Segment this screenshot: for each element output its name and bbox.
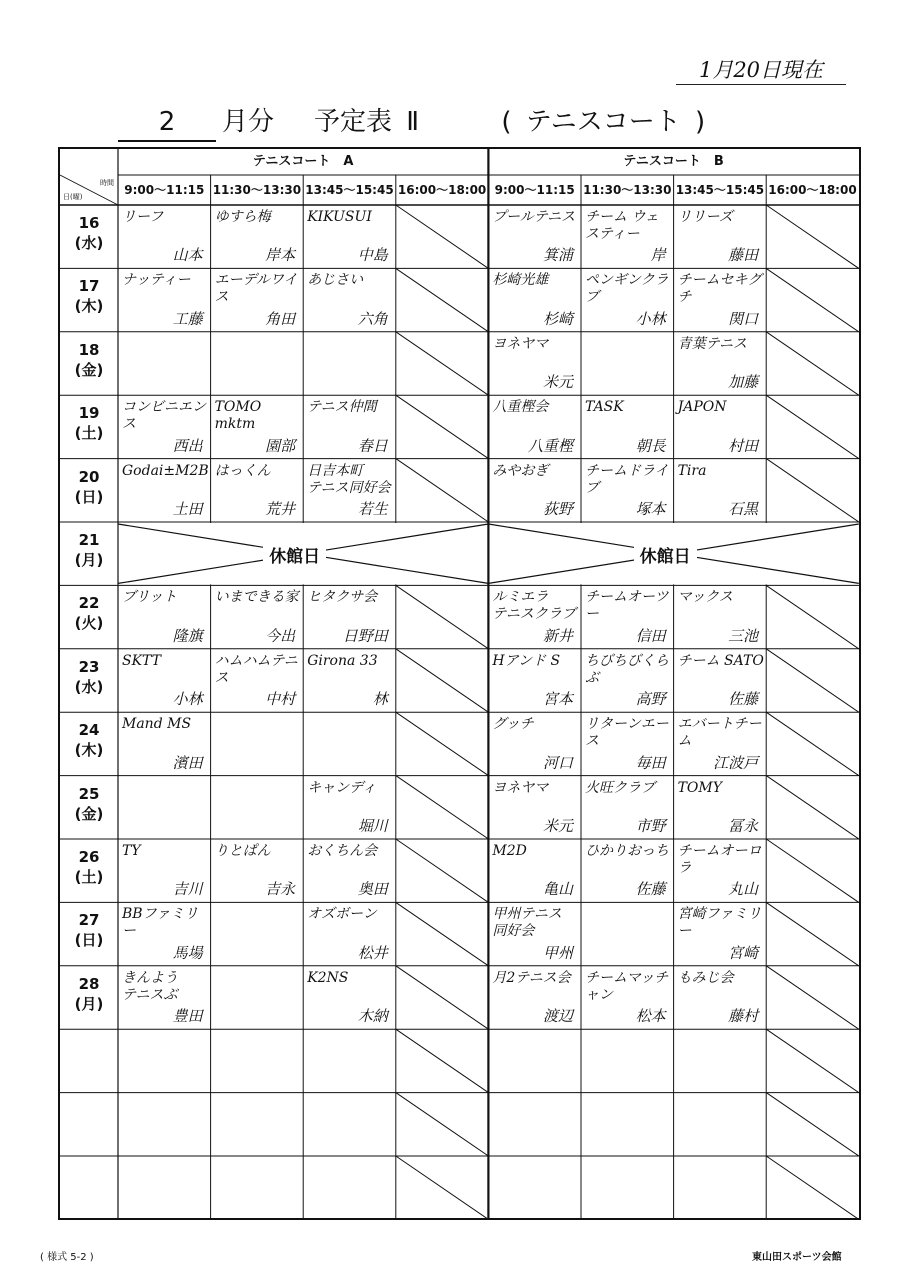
team-name: SKTT — [122, 652, 161, 669]
team-name: グッチ — [492, 716, 534, 733]
team-name: 青葉テニス — [677, 335, 748, 352]
reservation-cell — [488, 395, 581, 458]
title-paren-open: ( — [501, 107, 512, 137]
representative-name: 杉崎 — [542, 309, 573, 328]
reservation-cell — [118, 902, 211, 965]
reservation-cell — [488, 966, 581, 1029]
date-number: 24 — [78, 721, 100, 740]
reservation-cell — [674, 205, 767, 268]
representative-name: 吉永 — [265, 880, 296, 899]
reservation-cell — [211, 205, 304, 268]
representative-name: 馬場 — [172, 943, 203, 962]
team-name: ハムハムテニス — [214, 652, 298, 686]
team-name: 日吉本町 テニス同好会 — [307, 462, 391, 496]
representative-name: 朝長 — [635, 436, 666, 455]
representative-name: 堀川 — [357, 816, 388, 835]
representative-name: 岸本 — [265, 246, 296, 265]
date-cell — [60, 902, 118, 965]
reservation-cell — [581, 459, 674, 522]
reservation-cell — [303, 712, 396, 775]
representative-name: 宮本 — [542, 690, 573, 709]
team-name: チームセキグチ — [677, 272, 762, 306]
team-name: ヒタクサ会 — [307, 589, 378, 606]
reservation-cell — [118, 776, 211, 839]
reservation-cell — [674, 585, 767, 648]
date-number: 25 — [78, 784, 100, 803]
representative-name: 信田 — [635, 626, 666, 645]
reservation-cell — [581, 268, 674, 331]
reservation-cell — [118, 459, 211, 522]
team-name: ヨネヤマ — [492, 335, 549, 352]
unavailable-diagonal — [766, 966, 859, 1029]
form-number: ( 様式 5-2 ) — [40, 1252, 94, 1263]
reservation-cell — [581, 712, 674, 775]
reservation-cell — [581, 902, 674, 965]
representative-name: 荒井 — [265, 499, 296, 518]
weekday-label: (土) — [74, 424, 104, 443]
team-name: チームオーロラ — [677, 843, 762, 876]
date-cell — [60, 712, 118, 775]
team-name: チーム ウェスティー — [585, 209, 659, 242]
representative-name: 小林 — [635, 309, 666, 328]
weekday-label: (木) — [74, 297, 104, 316]
time-slot-header: 9:00～11:15 — [494, 183, 575, 197]
unavailable-diagonal — [396, 1156, 489, 1218]
reservation-cell — [118, 205, 211, 268]
title-number: Ⅱ — [406, 107, 420, 137]
reservation-cell — [674, 268, 767, 331]
representative-name: 佐藤 — [635, 880, 666, 899]
representative-name: 松本 — [635, 1007, 666, 1026]
team-name: はっくん — [214, 462, 271, 479]
team-name: いまできる家 — [214, 589, 299, 606]
reservation-cell — [211, 966, 304, 1029]
date-cell — [60, 966, 118, 1029]
team-name: 月2テニス会 — [492, 969, 571, 986]
unavailable-diagonal — [396, 966, 489, 1029]
date-number: 21 — [78, 531, 100, 549]
representative-name: 今出 — [265, 626, 296, 645]
representative-name: 荻野 — [542, 499, 573, 518]
date-cell — [60, 459, 118, 522]
weekday-label: (日) — [74, 931, 104, 950]
representative-name: 宮崎 — [728, 943, 759, 962]
team-name: 甲州テニス 同好会 — [492, 906, 562, 940]
unavailable-diagonal — [766, 332, 859, 395]
team-name: ペンギンクラブ — [585, 272, 669, 306]
representative-name: 村田 — [728, 436, 759, 455]
team-name: ヨネヤマ — [492, 779, 549, 796]
weekday-label: (金) — [74, 804, 104, 823]
representative-name: 関口 — [728, 309, 759, 328]
team-name: チーム SATO — [677, 652, 764, 669]
team-name: ひかりおっち — [585, 843, 669, 859]
representative-name: 箕浦 — [542, 246, 573, 265]
weekday-label: (水) — [74, 677, 104, 696]
date-number: 18 — [78, 340, 100, 359]
representative-name: 亀山 — [542, 880, 573, 899]
closed-day-label: 休館日 — [634, 542, 697, 567]
reservation-cell — [303, 902, 396, 965]
reservation-cell — [488, 268, 581, 331]
representative-name: 若生 — [357, 499, 388, 518]
reservation-cell — [488, 459, 581, 522]
time-slot-header: 16:00～18:00 — [397, 183, 487, 197]
representative-name: 江波戸 — [713, 753, 759, 772]
reservation-cell — [118, 332, 211, 395]
team-name: キャンディ — [307, 779, 377, 796]
team-name: おくちん会 — [307, 843, 378, 859]
representative-name: 藤田 — [728, 246, 759, 265]
unavailable-diagonal — [766, 1156, 859, 1218]
team-name: TOMO mktm — [214, 399, 262, 433]
weekday-label: (木) — [74, 741, 104, 760]
team-name: ブリット — [122, 589, 177, 606]
date-cell — [60, 205, 118, 268]
reservation-cell — [303, 839, 396, 902]
date-number: 20 — [78, 467, 100, 486]
reservation-cell — [211, 332, 304, 395]
team-name: りとぱん — [214, 843, 271, 859]
reservation-cell — [674, 839, 767, 902]
representative-name: 角田 — [265, 309, 296, 328]
team-name: リーフ — [122, 209, 164, 225]
reservation-cell — [211, 839, 304, 902]
representative-name: 土田 — [172, 499, 203, 518]
representative-name: 岸 — [650, 246, 666, 265]
unavailable-diagonal — [396, 332, 489, 395]
reservation-cell — [303, 585, 396, 648]
representative-name: 甲州 — [542, 943, 573, 962]
court-header: テニスコート B — [623, 154, 724, 169]
team-name: リターンエース — [585, 716, 669, 750]
representative-name: 加藤 — [728, 373, 759, 392]
reservation-cell — [303, 332, 396, 395]
representative-name: 河口 — [542, 753, 573, 772]
representative-name: 日野田 — [342, 626, 388, 645]
reservation-cell — [488, 205, 581, 268]
unavailable-diagonal — [396, 205, 489, 268]
weekday-label: (水) — [74, 234, 104, 252]
unavailable-diagonal — [396, 268, 489, 331]
time-slot-header: 11:30～13:30 — [583, 183, 672, 197]
representative-name: 佐藤 — [728, 690, 759, 709]
date-number: 23 — [78, 657, 100, 676]
reservation-cell — [303, 966, 396, 1029]
reservation-cell — [118, 839, 211, 902]
reservation-cell — [303, 205, 396, 268]
team-name: 宮崎ファミリー — [677, 906, 762, 940]
weekday-label: (土) — [74, 868, 104, 886]
representative-name: 中島 — [357, 246, 388, 265]
team-name: ちびちびくらぶ — [585, 652, 669, 686]
team-name: 八重樫会 — [492, 399, 549, 416]
team-name: ゆすら梅 — [214, 209, 271, 225]
reservation-cell — [674, 776, 767, 839]
unavailable-diagonal — [766, 839, 859, 902]
unavailable-diagonal — [766, 776, 859, 839]
date-number: 26 — [78, 848, 100, 866]
unavailable-diagonal — [766, 649, 859, 712]
as-of-date: 1月20日現在 — [676, 56, 846, 85]
reservation-cell — [488, 902, 581, 965]
corner-header — [60, 175, 118, 205]
reservation-cell — [581, 839, 674, 902]
time-slot-header: 13:45～15:45 — [305, 183, 394, 197]
representative-name: 冨永 — [728, 816, 759, 835]
reservation-cell — [118, 395, 211, 458]
weekday-label: (火) — [74, 614, 104, 633]
date-cell — [60, 268, 118, 331]
date-cell — [60, 522, 118, 585]
team-name: リリーズ — [677, 209, 733, 225]
team-name: もみじ会 — [677, 969, 734, 986]
reservation-cell — [674, 902, 767, 965]
representative-name: 奥田 — [357, 880, 388, 899]
representative-name: 六角 — [357, 309, 388, 328]
team-name: Tira — [677, 462, 707, 479]
representative-name: 濱田 — [172, 753, 203, 772]
date-number: 22 — [78, 594, 100, 613]
representative-name: 塚本 — [635, 499, 666, 518]
team-name: 火旺クラブ — [585, 779, 655, 796]
team-name: Hアンド S — [492, 652, 561, 669]
reservation-cell — [211, 395, 304, 458]
reservation-cell — [581, 966, 674, 1029]
representative-name: 吉川 — [172, 880, 203, 899]
team-name: コンビニエンス — [122, 399, 206, 433]
team-name: みやおぎ — [492, 462, 549, 479]
team-name: 杉崎光雄 — [492, 272, 549, 289]
title-facility: テニスコート — [525, 107, 681, 137]
team-name: KIKUSUI — [307, 209, 372, 225]
reservation-cell — [118, 268, 211, 331]
unavailable-diagonal — [766, 1029, 859, 1092]
team-name: チームオーツー — [585, 589, 669, 623]
unavailable-diagonal — [766, 585, 859, 648]
unavailable-diagonal — [396, 712, 489, 775]
unavailable-diagonal — [766, 712, 859, 775]
team-name: テニス仲間 — [307, 399, 377, 416]
team-name: プールテニス — [492, 209, 576, 225]
team-name: Godai±M2B — [122, 462, 209, 479]
unavailable-diagonal — [396, 459, 489, 522]
reservation-cell — [303, 649, 396, 712]
representative-name: 春日 — [357, 436, 388, 455]
date-cell — [60, 585, 118, 648]
reservation-cell — [118, 585, 211, 648]
reservation-cell — [581, 649, 674, 712]
unavailable-diagonal — [396, 1029, 489, 1092]
team-name: Mand MS — [122, 716, 192, 733]
representative-name: 松井 — [357, 943, 388, 962]
unavailable-diagonal — [396, 395, 489, 458]
page-title — [118, 104, 818, 140]
reservation-cell — [303, 395, 396, 458]
reservation-cell — [674, 649, 767, 712]
court-header: テニスコート A — [252, 154, 354, 169]
weekday-label: (日) — [74, 487, 104, 506]
date-number: 17 — [78, 277, 100, 296]
team-name: BBファミリー — [122, 906, 199, 940]
team-name: M2D — [492, 843, 527, 859]
representative-name: 園部 — [265, 436, 296, 455]
team-name: オズボーン — [307, 906, 377, 923]
reservation-cell — [118, 712, 211, 775]
representative-name: 藤村 — [728, 1007, 759, 1026]
weekday-label: (月) — [74, 551, 104, 569]
reservation-cell — [211, 902, 304, 965]
reservation-cell — [211, 459, 304, 522]
reservation-cell — [211, 776, 304, 839]
reservation-cell — [581, 332, 674, 395]
unavailable-diagonal — [766, 902, 859, 965]
representative-name: 市野 — [635, 816, 666, 835]
team-name: JAPON — [677, 399, 727, 416]
title-month: 2 — [118, 104, 216, 142]
reservation-cell — [674, 966, 767, 1029]
unavailable-diagonal — [396, 776, 489, 839]
date-cell — [60, 395, 118, 458]
representative-name: 渡辺 — [542, 1007, 573, 1026]
team-name: ルミエラ テニスクラブ — [492, 589, 576, 623]
date-number: 16 — [78, 214, 100, 232]
reservation-cell — [581, 205, 674, 268]
reservation-cell — [488, 332, 581, 395]
unavailable-diagonal — [766, 1093, 859, 1156]
unavailable-diagonal — [766, 395, 859, 458]
reservation-cell — [118, 649, 211, 712]
representative-name: 山本 — [172, 246, 203, 265]
reservation-cell — [674, 712, 767, 775]
representative-name: 林 — [372, 690, 388, 709]
date-number: 19 — [78, 404, 100, 423]
team-name: TY — [122, 843, 141, 859]
reservation-cell — [488, 585, 581, 648]
team-name: チームマッチャン — [585, 969, 669, 1003]
representative-name: 毎田 — [635, 753, 666, 772]
team-name: K2NS — [307, 969, 349, 986]
title-schedule: 予定表 — [314, 107, 393, 137]
representative-name: 工藤 — [172, 309, 203, 328]
reservation-cell — [211, 712, 304, 775]
time-slot-header: 13:45～15:45 — [675, 183, 765, 197]
reservation-cell — [581, 395, 674, 458]
team-name: マックス — [677, 589, 733, 606]
representative-name: 米元 — [542, 373, 573, 392]
unavailable-diagonal — [396, 649, 489, 712]
team-name: チームドライブ — [585, 462, 669, 496]
reservation-cell — [674, 332, 767, 395]
representative-name: 八重樫 — [527, 436, 573, 455]
reservation-cell — [581, 585, 674, 648]
time-slot-header: 9:00～11:15 — [124, 183, 205, 197]
team-name: あじさい — [307, 272, 364, 289]
reservation-cell — [211, 649, 304, 712]
representative-name: 三池 — [728, 626, 759, 645]
representative-name: 中村 — [265, 690, 296, 709]
corner-date-label: 日(曜) — [63, 193, 83, 201]
representative-name: 新井 — [542, 626, 573, 645]
unavailable-diagonal — [766, 459, 859, 522]
representative-name: 木納 — [357, 1007, 388, 1026]
date-cell — [60, 332, 118, 395]
title-paren-close: ) — [695, 107, 706, 137]
unavailable-diagonal — [396, 902, 489, 965]
reservation-cell — [488, 649, 581, 712]
unavailable-diagonal — [766, 268, 859, 331]
date-number: 28 — [78, 974, 100, 993]
reservation-cell — [488, 712, 581, 775]
team-name: TASK — [585, 399, 624, 416]
unavailable-diagonal — [396, 839, 489, 902]
reservation-cell — [118, 966, 211, 1029]
reservation-cell — [211, 268, 304, 331]
date-cell — [60, 839, 118, 902]
representative-name: 丸山 — [728, 880, 759, 899]
reservation-cell — [303, 459, 396, 522]
team-name: きんよう テニスぶ — [122, 969, 178, 1003]
schedule-table — [58, 147, 861, 1220]
team-name: エバートチーム — [677, 716, 762, 750]
weekday-label: (月) — [74, 994, 104, 1013]
reservation-cell — [303, 776, 396, 839]
representative-name: 小林 — [172, 690, 203, 709]
representative-name: 石黒 — [728, 499, 759, 518]
reservation-cell — [674, 395, 767, 458]
reservation-cell — [581, 776, 674, 839]
closed-day-label: 休館日 — [263, 542, 326, 567]
time-slot-header: 11:30～13:30 — [212, 183, 302, 197]
team-name: エーデルワイス — [214, 272, 298, 306]
reservation-cell — [211, 585, 304, 648]
team-name: Girona 33 — [307, 652, 378, 669]
representative-name: 隆旗 — [172, 626, 203, 645]
representative-name: 高野 — [635, 690, 666, 709]
reservation-cell — [674, 459, 767, 522]
date-number: 27 — [78, 911, 100, 930]
time-slot-header: 16:00～18:00 — [768, 183, 857, 197]
facility-name: 東山田スポーツ会館 — [752, 1252, 842, 1263]
unavailable-diagonal — [766, 205, 859, 268]
date-cell — [60, 649, 118, 712]
representative-name: 米元 — [542, 816, 573, 835]
reservation-cell — [303, 268, 396, 331]
reservation-cell — [488, 776, 581, 839]
unavailable-diagonal — [396, 1093, 489, 1156]
reservation-cell — [488, 839, 581, 902]
weekday-label: (金) — [74, 360, 104, 379]
team-name: TOMY — [677, 779, 722, 796]
title-month-suffix: 月分 — [222, 107, 275, 137]
date-cell — [60, 776, 118, 839]
representative-name: 西出 — [172, 436, 203, 455]
corner-time-label: 時間 — [100, 179, 114, 187]
team-name: ナッティー — [122, 272, 191, 289]
representative-name: 豊田 — [172, 1007, 203, 1026]
unavailable-diagonal — [396, 585, 489, 648]
